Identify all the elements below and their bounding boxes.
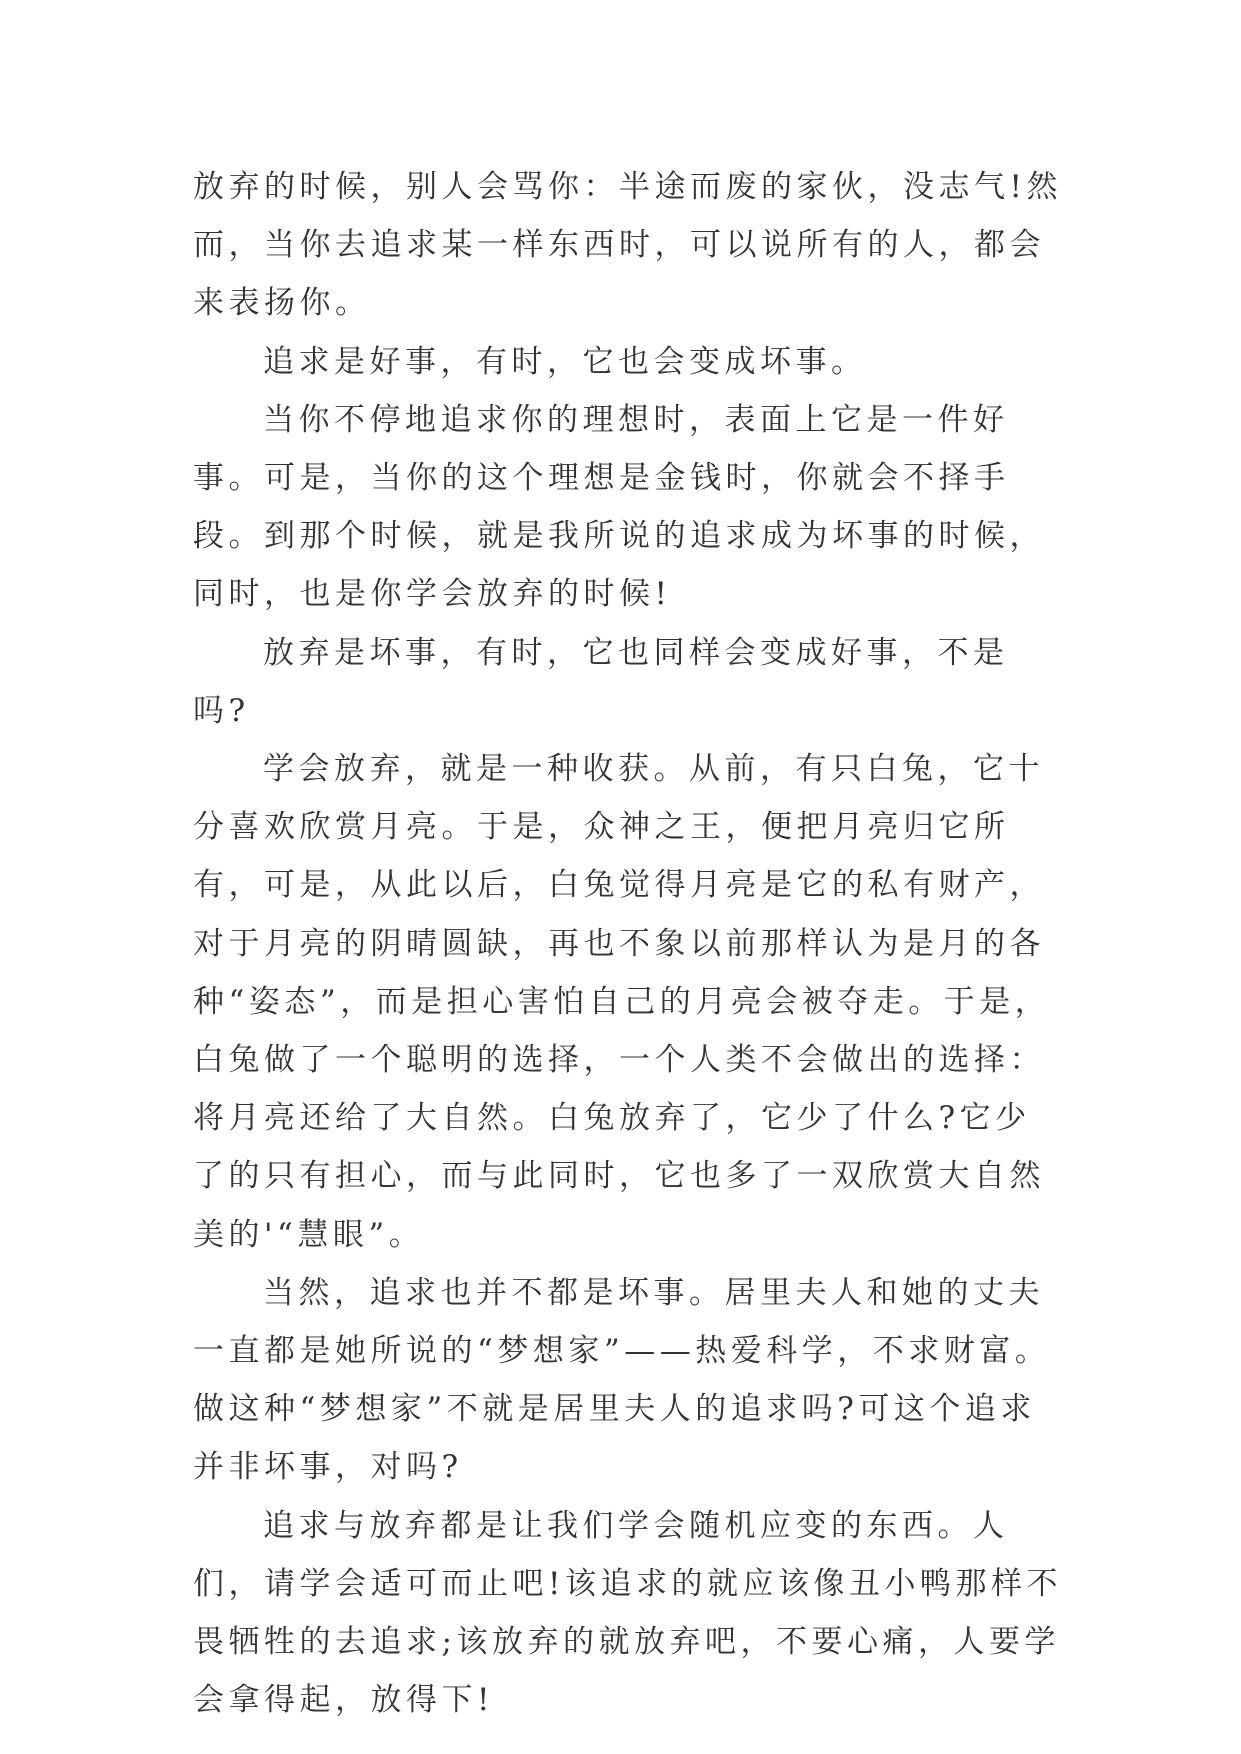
paragraph: 当你不停地追求你的理想时，表面上它是一件好事。可是，当你的这个理想是金钱时，你就会不择手段。到那个时候，就是我所说的追求成为坏事的时候，同时，也是你学会放弃的时候! [193, 401, 1045, 613]
paragraph: 放弃是坏事，有时，它也同样会变成好事，不是吗? [193, 634, 1009, 729]
paragraph: 追求与放弃都是让我们学会随机应变的东西。人们，请学会适可而止吧!该追求的就应该像丑小鸭那样不畏牺牲的去追求;该放弃的就放弃吧，不要心痛，人要学会拿得起，放得下! [193, 1507, 1062, 1719]
paragraph: 放弃的时候，别人会骂你：半途而废的家伙，没志气!然而，当你去追求某一样东西时，可以说所有的人，都会来表扬你。 [193, 169, 1062, 322]
body-text [193, 158, 1065, 1729]
paragraph: 当然，追求也并不都是坏事。居里夫人和她的丈夫一直都是她所说的“梦想家”——热爱科学，不求财富。做这种“梦想家”不就是居里夫人的追求吗?可这个追求并非坏事，对吗? [193, 1274, 1051, 1486]
paragraph: 追求是好事，有时，它也会变成坏事。 [263, 343, 867, 380]
paragraph: 学会放弃，就是一种收获。从前，有只白兔，它十分喜欢欣赏月亮。于是，众神之王，便把月亮归它所有，可是，从此以后，白兔觉得月亮是它的私有财产，对于月亮的阴晴圆缺，再也不象以前那样认为是月的各种“姿态”，而是担心害怕自己的月亮会被夺走。于是，白兔做了一个聪明的选择，一个人类不会做出的选择：将月亮还给了大自然。白兔放弃了，它少了什么?它少了的只有担心，而与此同时，它也多了一双欣赏大自然美的'“慧眼”。 [193, 751, 1051, 1253]
